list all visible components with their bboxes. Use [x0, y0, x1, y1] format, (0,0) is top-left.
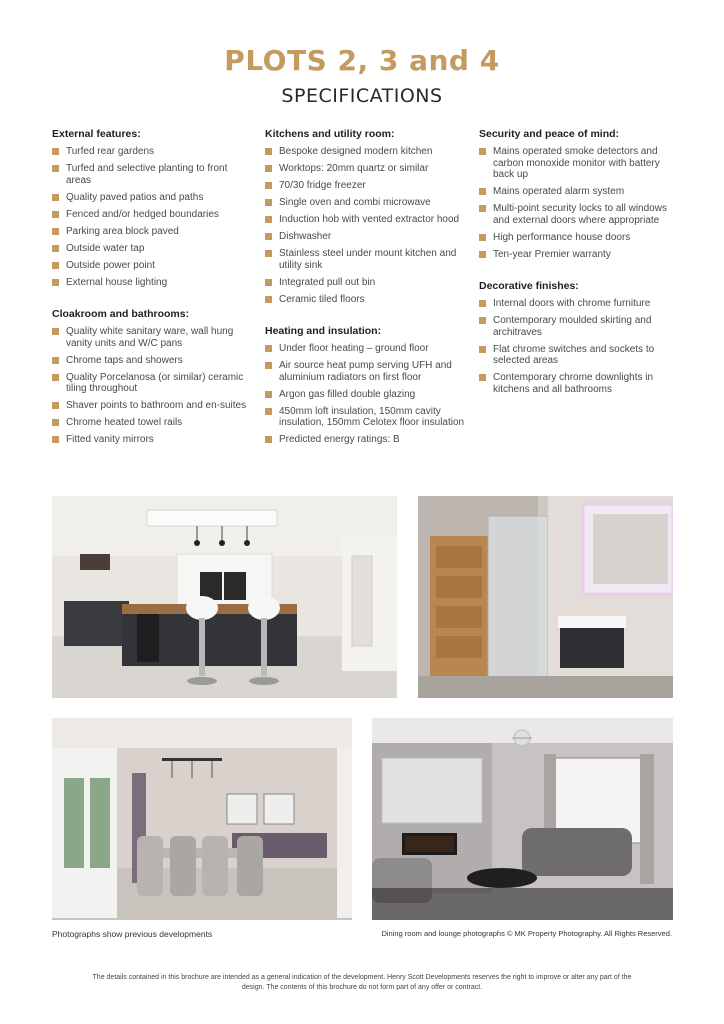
spec-item: [52, 209, 252, 221]
spec-item: [265, 434, 465, 446]
spec-list: [52, 146, 252, 288]
spec-item: [479, 344, 674, 367]
spec-item-text: Induction hob with vented extractor hood: [279, 214, 460, 225]
disclaimer: The details contained in this brochure are intended as a general indication of the development. Henry Scott Developments reserves the right to improve or alter any part of the design. The contents of this brochure do not form part of any offer or contract.: [92, 974, 632, 991]
square-bullet-icon: [52, 279, 59, 286]
square-bullet-icon: [265, 391, 272, 398]
square-bullet-icon: [265, 199, 272, 206]
spec-list: [479, 146, 674, 260]
spec-item-text: Chrome taps and showers: [66, 354, 183, 366]
dining-room-photo: [52, 718, 352, 920]
spec-item-text: 450mm loft insulation, 150mm cavity insulation, 150mm Celotex floor insulation: [279, 405, 465, 428]
spec-item-text: Ceramic tiled floors: [279, 293, 365, 305]
kitchen-photo: [52, 496, 397, 698]
square-bullet-icon: [479, 251, 486, 258]
square-bullet-icon: [479, 346, 486, 353]
spec-item-text: Chrome heated towel rails: [66, 417, 183, 428]
lounge-photo: [372, 718, 673, 920]
spec-item: [52, 146, 252, 158]
square-bullet-icon: [265, 165, 272, 172]
square-bullet-icon: [265, 233, 272, 240]
square-bullet-icon: [265, 436, 272, 443]
spec-item: [479, 372, 674, 395]
spec-item: [52, 192, 252, 204]
spec-item-text: Stainless steel under mount kitchen and utility sink: [279, 248, 457, 271]
spec-item-text: External house lighting: [66, 276, 168, 288]
spec-item-text: Fenced and/or hedged boundaries: [66, 208, 219, 220]
spec-item-text: Quality white sanitary ware, wall hung vanity units and W/C pans: [66, 326, 234, 349]
spec-item: [265, 197, 465, 209]
square-bullet-icon: [52, 328, 59, 335]
square-bullet-icon: [265, 279, 272, 286]
square-bullet-icon: [265, 182, 272, 189]
spec-section: [265, 128, 465, 305]
spec-list: [265, 343, 465, 446]
spec-item: [52, 355, 252, 367]
spec-item: [265, 389, 465, 401]
square-bullet-icon: [479, 188, 486, 195]
spec-item: [265, 277, 465, 289]
spec-item: [265, 163, 465, 175]
spec-item: [52, 163, 252, 186]
spec-item: [52, 326, 252, 349]
page-subtitle: SPECIFICATIONS: [281, 85, 443, 107]
square-bullet-icon: [265, 408, 272, 415]
spec-section: [479, 280, 674, 395]
spec-item-text: Shaver points to bathroom and en-suites: [66, 400, 247, 411]
spec-item-text: Flat chrome switches and sockets to selected areas: [493, 343, 655, 366]
spec-item-text: Under floor heating – ground floor: [279, 343, 429, 354]
square-bullet-icon: [479, 234, 486, 241]
section-heading: Heating and insulation:: [265, 325, 382, 337]
square-bullet-icon: [52, 402, 59, 409]
spec-item: [265, 360, 465, 383]
photo-credit: Dining room and lounge photographs © MK Property Photography. All Rights Reserved.: [381, 929, 672, 938]
spec-item-text: Ten-year Premier warranty: [493, 248, 611, 260]
spec-item-text: High performance house doors: [493, 231, 631, 243]
square-bullet-icon: [52, 211, 59, 218]
spec-item-text: Multi-point security locks to all windows and external doors where appropriate: [493, 203, 667, 226]
square-bullet-icon: [479, 374, 486, 381]
spec-item-text: Predicted energy ratings: B: [279, 434, 400, 445]
square-bullet-icon: [52, 436, 59, 443]
spec-item: [265, 248, 465, 271]
spec-item-text: Single oven and combi microwave: [279, 197, 431, 208]
spec-item-text: Mains operated alarm system: [493, 186, 625, 197]
section-heading: Kitchens and utility room:: [265, 128, 395, 140]
spec-item-text: Parking area block paved: [66, 225, 179, 237]
spec-item-text: Dishwasher: [279, 231, 332, 242]
spec-item: [265, 214, 465, 226]
spec-column-1: [52, 128, 252, 466]
spec-item: [52, 260, 252, 272]
spec-section: [52, 308, 252, 446]
spec-section: [479, 128, 674, 260]
square-bullet-icon: [52, 419, 59, 426]
spec-item: [479, 232, 674, 244]
spec-item: [52, 226, 252, 238]
spec-list: [265, 146, 465, 305]
spec-item: [265, 146, 465, 158]
bathroom-photo: [418, 496, 673, 698]
spec-item: [52, 372, 252, 395]
spec-item-text: Contemporary moulded skirting and architraves: [493, 315, 652, 338]
square-bullet-icon: [265, 250, 272, 257]
section-heading: Cloakroom and bathrooms:: [52, 308, 190, 320]
square-bullet-icon: [52, 165, 59, 172]
spec-list: [52, 326, 252, 446]
spec-item: [265, 343, 465, 355]
spec-item: [52, 400, 252, 412]
spec-item-text: Contemporary chrome downlights in kitchens and all bathrooms: [493, 372, 654, 395]
spec-item-text: Internal doors with chrome furniture: [493, 298, 651, 309]
square-bullet-icon: [479, 205, 486, 212]
page-title: PLOTS 2, 3 and 4: [224, 44, 500, 77]
spec-item-text: Argon gas filled double glazing: [279, 388, 416, 400]
square-bullet-icon: [265, 216, 272, 223]
spec-item: [479, 315, 674, 338]
spec-item: [479, 298, 674, 310]
square-bullet-icon: [479, 317, 486, 324]
square-bullet-icon: [52, 357, 59, 364]
square-bullet-icon: [265, 148, 272, 155]
spec-item-text: 70/30 fridge freezer: [279, 180, 366, 191]
photo-caption: Photographs show previous developments: [52, 929, 213, 939]
spec-item-text: Turfed and selective planting to front areas: [66, 163, 228, 186]
spec-column-2: [265, 128, 465, 466]
square-bullet-icon: [52, 245, 59, 252]
square-bullet-icon: [52, 374, 59, 381]
spec-item: [52, 243, 252, 255]
square-bullet-icon: [52, 262, 59, 269]
spec-item: [265, 294, 465, 306]
spec-item: [52, 434, 252, 446]
spec-item-text: Mains operated smoke detectors and carbon monoxide monitor with battery back up: [493, 146, 660, 180]
spec-item: [265, 406, 465, 429]
square-bullet-icon: [265, 362, 272, 369]
spec-item-text: Outside water tap: [66, 242, 145, 254]
spec-item: [479, 146, 674, 181]
square-bullet-icon: [479, 300, 486, 307]
spec-item-text: Quality paved patios and paths: [66, 191, 204, 203]
spec-item: [265, 231, 465, 243]
spec-list: [479, 298, 674, 395]
section-heading: Security and peace of mind:: [479, 128, 620, 140]
square-bullet-icon: [265, 296, 272, 303]
spec-item-text: Quality Porcelanosa (or similar) ceramic tiling throughout: [66, 371, 244, 394]
spec-item: [479, 186, 674, 198]
spec-item: [265, 180, 465, 192]
spec-item: [52, 277, 252, 289]
section-heading: Decorative finishes:: [479, 280, 579, 292]
spec-item: [52, 417, 252, 429]
spec-item-text: Fitted vanity mirrors: [66, 434, 154, 445]
spec-section: [52, 128, 252, 288]
section-heading: External features:: [52, 128, 141, 140]
spec-item-text: Worktops: 20mm quartz or similar: [279, 163, 429, 174]
square-bullet-icon: [265, 345, 272, 352]
square-bullet-icon: [52, 228, 59, 235]
spec-item-text: Outside power point: [66, 259, 155, 271]
spec-item-text: Air source heat pump serving UFH and aluminium radiators on first floor: [279, 360, 452, 383]
square-bullet-icon: [52, 194, 59, 201]
spec-item-text: Bespoke designed modern kitchen: [279, 146, 433, 157]
spec-item-text: Turfed rear gardens: [66, 146, 155, 157]
square-bullet-icon: [479, 148, 486, 155]
spec-item-text: Integrated pull out bin: [279, 276, 376, 288]
square-bullet-icon: [52, 148, 59, 155]
spec-item: [479, 249, 674, 261]
spec-section: [265, 325, 465, 446]
spec-item: [479, 203, 674, 226]
spec-column-3: [479, 128, 674, 415]
